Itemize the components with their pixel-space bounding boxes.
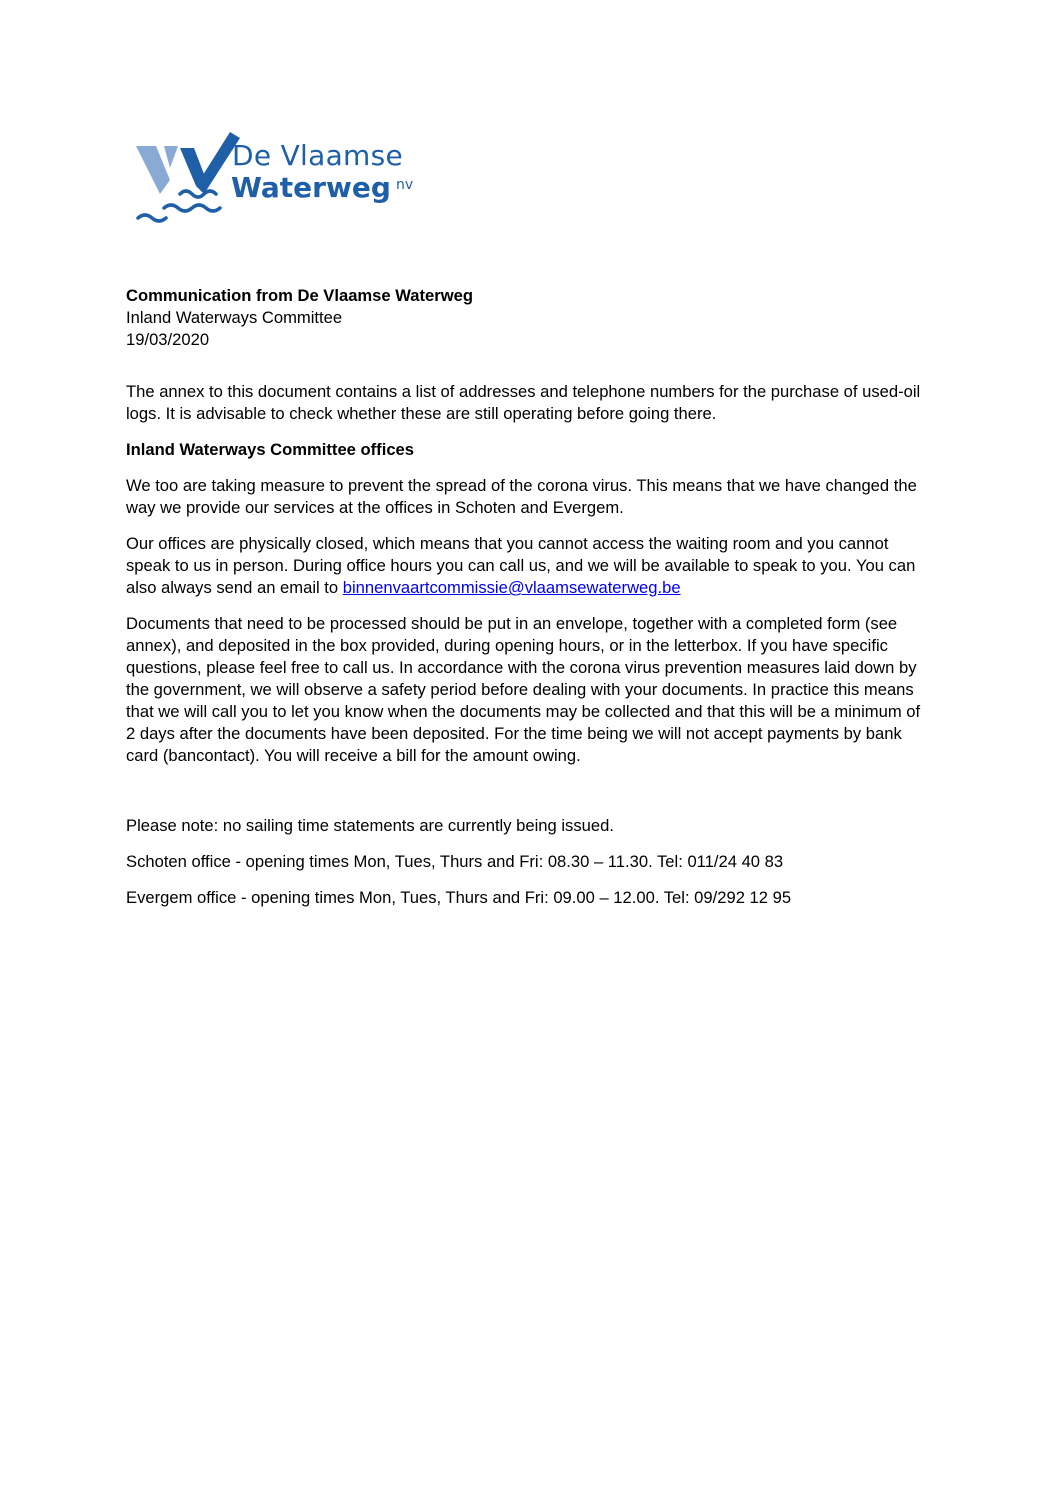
- evergem-office-hours: Evergem office - opening times Mon, Tues, Thurs and Fri: 09.00 – 12.00. Tel: 09/292 12 95: [126, 888, 792, 907]
- company-logo: [134, 128, 434, 228]
- logo-text-line2: Waterweg: [231, 171, 391, 204]
- paragraph-precautions: We too are taking measure to prevent the spread of the corona virus. This means that we have changed the way we provide our services at the offices in Schoten and Evergem.: [126, 476, 917, 517]
- section-heading: Inland Waterways Committee offices: [126, 440, 415, 459]
- letter-title: Communication from De Vlaamse Waterweg: [126, 286, 474, 305]
- logo-waves-icon: [134, 128, 244, 228]
- intro-paragraph: The annex to this document contains a list of addresses and telephone numbers for the purchase of used-oil logs. It is advisable to check whether these are still operating before going there.: [126, 382, 921, 423]
- schoten-office-hours: Schoten office - opening times Mon, Tues, Thurs and Fri: 08.30 – 11.30. Tel: 011/24 40 83: [126, 852, 784, 871]
- letter-date: 19/03/2020: [126, 330, 210, 349]
- email-link[interactable]: binnenvaartcommissie@vlaamsewaterweg.be: [342, 578, 681, 597]
- committee-name: Inland Waterways Committee: [126, 308, 343, 327]
- letter-header: [126, 285, 931, 351]
- spacer: [126, 781, 931, 815]
- logo-text-line1: De Vlaamse: [232, 139, 404, 172]
- letter-content: [126, 285, 931, 923]
- paragraph-offices-closed-text: Our offices are physically closed, which means that you cannot access the waiting room and you cannot speak to us in person. During office hours you can call us, and we will be available to speak to you. You can also always send an email to: [126, 534, 916, 597]
- logo-suffix: nv: [396, 177, 414, 193]
- paragraph-offices-closed: [126, 533, 931, 599]
- paragraph-documents: Documents that need to be processed should be put in an envelope, together with a completed form (see annex), and deposited in the box provided, during opening hours, or in the letterbox. If you have specific questions, please feel free to call us. In accordance with the corona virus prevention measures laid down by the government, we will observe a safety period before dealing with your documents. In practice this means that we will call you to let you know when the documents may be collected and that this will be a minimum of 2 days after the documents have been deposited. For the time being we will not accept payments by bank card (bancontact). You will receive a bill for the amount owing.: [126, 614, 921, 765]
- note-paragraph: Please note: no sailing time statements are currently being issued.: [126, 816, 614, 835]
